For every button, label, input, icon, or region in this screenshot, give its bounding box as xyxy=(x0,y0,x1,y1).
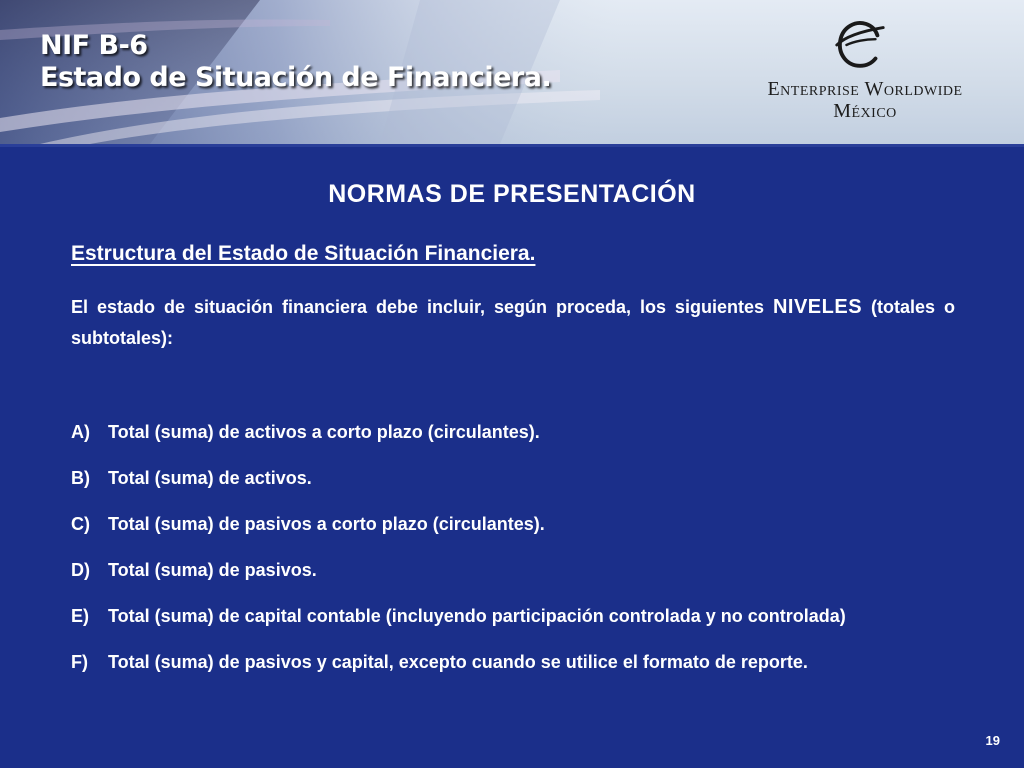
intro-text-after: (totales o subtotales): xyxy=(71,297,955,348)
header-divider xyxy=(0,144,1024,147)
intro-emphasis: NIVELES xyxy=(772,296,863,318)
section-heading: NORMAS DE PRESENTACIÓN xyxy=(328,180,696,208)
slide-title xyxy=(40,30,551,94)
levels-list xyxy=(71,417,971,693)
slide-title-line2: Estado de Situación de Financiera. xyxy=(40,62,552,93)
header-banner xyxy=(0,0,1024,144)
logo-country-name: México xyxy=(833,100,897,122)
intro-text-before: El estado de situación financiera debe incluir, según proceda, los siguientes xyxy=(71,297,773,317)
list-item xyxy=(71,555,971,601)
list-item-text: Total (suma) de capital contable (incluyendo participación controlada y no controlada) xyxy=(108,606,846,626)
list-item-marker: C) xyxy=(71,514,90,534)
slide-title-line1: NIF B-6 xyxy=(40,30,148,61)
list-item-text: Total (suma) de pasivos a corto plazo (circulantes). xyxy=(108,514,545,534)
list-item xyxy=(71,509,971,555)
logo-company-name: Enterprise Worldwide xyxy=(767,78,963,100)
list-item-marker: D) xyxy=(71,560,90,580)
list-item xyxy=(71,647,971,693)
list-item-text: Total (suma) de activos. xyxy=(108,468,312,488)
list-item-marker: E) xyxy=(71,606,89,626)
list-item-text: Total (suma) de pasivos. xyxy=(108,560,317,580)
list-item xyxy=(71,601,971,647)
list-item-marker: F) xyxy=(71,652,88,672)
list-item-text: Total (suma) de pasivos y capital, excepto cuando se utilice el formato de reporte. xyxy=(108,652,808,672)
e-swoosh-logo-icon xyxy=(831,16,889,74)
list-item xyxy=(71,463,971,509)
list-item xyxy=(71,417,971,463)
list-item-text: Total (suma) de activos a corto plazo (circulantes). xyxy=(108,422,540,442)
enterprise-worldwide-logo xyxy=(745,16,985,126)
page-number: 19 xyxy=(985,733,1000,748)
list-item-marker: B) xyxy=(71,468,90,488)
list-item-marker: A) xyxy=(71,422,90,442)
intro-paragraph xyxy=(71,292,955,354)
section-subheading: Estructura del Estado de Situación Financiera. xyxy=(71,242,536,265)
